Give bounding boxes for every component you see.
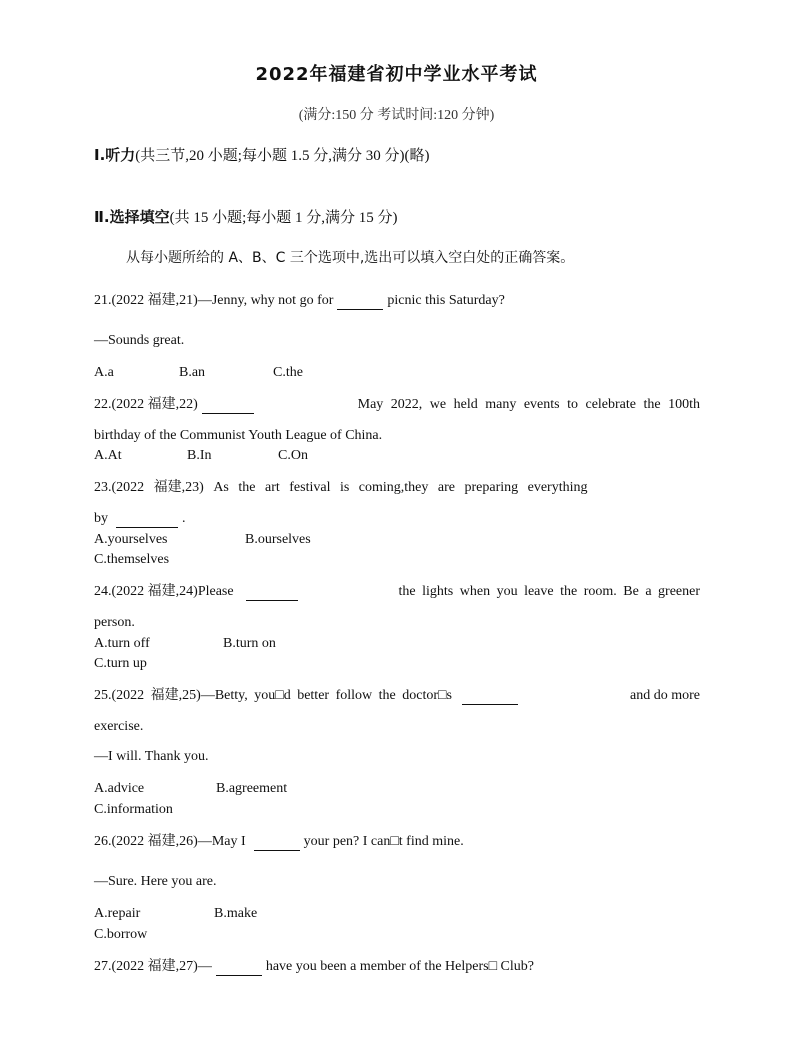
option-c: C.the [273,365,303,380]
section-listening [94,146,429,165]
option-b: B.In [187,448,212,463]
question-24-line2: person. [94,615,135,630]
instruction-text: 从每小题所给的 A、B、C 三个选项中,选出可以填入空白处的正确答案。 [126,250,575,266]
section-label: 选择填空 [109,208,170,226]
answer-blank [216,961,262,976]
option-b: B.agreement [216,781,288,796]
option-b: B.make [214,906,258,921]
section-detail: (共三节,20 小题;每小题 1.5 分,满分 30 分)(略) [135,148,430,164]
option-c: C.On [278,448,308,463]
question-22 [94,396,700,414]
question-text: and do more [630,688,700,703]
option-a: A.yourselves [94,532,168,547]
option-a: A.At [94,448,122,463]
question-text: your pen? I can□t find mine. [303,834,464,849]
option-b: B.turn on [223,636,276,651]
question-21 [94,292,505,310]
option-b: B.ourselves [245,532,311,547]
option-c: C.themselves [94,552,170,567]
question-27 [94,958,534,976]
answer-blank [337,295,383,310]
answer-blank [116,513,178,528]
question-text: 22.(2022 福建,22) [94,397,198,412]
section-number: Ⅰ. [94,146,106,164]
section-number: Ⅱ. [94,208,110,226]
question-text: May 2022, we held many events to celebrate the 100th [357,397,700,412]
question-26-reply: —Sure. Here you are. [94,874,217,889]
section-multiple-choice [94,208,398,227]
question-23: 23.(2022 福建,23) As the art festival is coming,they are preparing everything [94,480,588,495]
option-b: B.an [179,365,206,380]
section-label: 听力 [105,146,136,164]
question-text: have you been a member of the Helpers□ Club? [265,959,534,974]
option-c: C.borrow [94,927,148,942]
option-a: A.advice [94,781,145,796]
question-25-reply: —I will. Thank you. [94,749,209,764]
question-25-line2: exercise. [94,719,144,734]
question-24 [94,583,700,601]
answer-blank [246,586,298,601]
question-26 [94,833,464,851]
question-text: 26.(2022 福建,26)—May I [94,834,246,849]
question-21-reply: —Sounds great. [94,333,185,348]
question-text: 21.(2022 福建,21)—Jenny, why not go for [94,293,334,308]
answer-blank [202,399,254,414]
question-text: the lights when you leave the room. Be a greener [398,584,700,599]
section-detail: (共 15 小题;每小题 1 分,满分 15 分) [169,210,398,226]
answer-blank [254,836,300,851]
option-c: C.turn up [94,656,147,671]
question-text: picnic this Saturday? [387,293,505,308]
question-text: 24.(2022 福建,24)Please [94,584,234,599]
option-a: A.turn off [94,636,150,651]
question-25 [94,687,700,705]
option-c: C.information [94,802,173,817]
option-a: A.repair [94,906,141,921]
question-text: 25.(2022 福建,25)—Betty, you□d better follow the doctor□s [94,688,452,703]
exam-title: 2022年福建省初中学业水平考试 [255,64,538,85]
question-text: by [94,511,108,526]
option-a: A.a [94,365,114,380]
question-text: . [182,511,186,526]
question-text: 27.(2022 福建,27)— [94,959,212,974]
question-22-line2: birthday of the Communist Youth League of China. [94,428,383,443]
question-23-line2 [94,510,186,528]
exam-subtitle: (满分:150 分 考试时间:120 分钟) [298,108,495,123]
answer-blank [462,690,518,705]
